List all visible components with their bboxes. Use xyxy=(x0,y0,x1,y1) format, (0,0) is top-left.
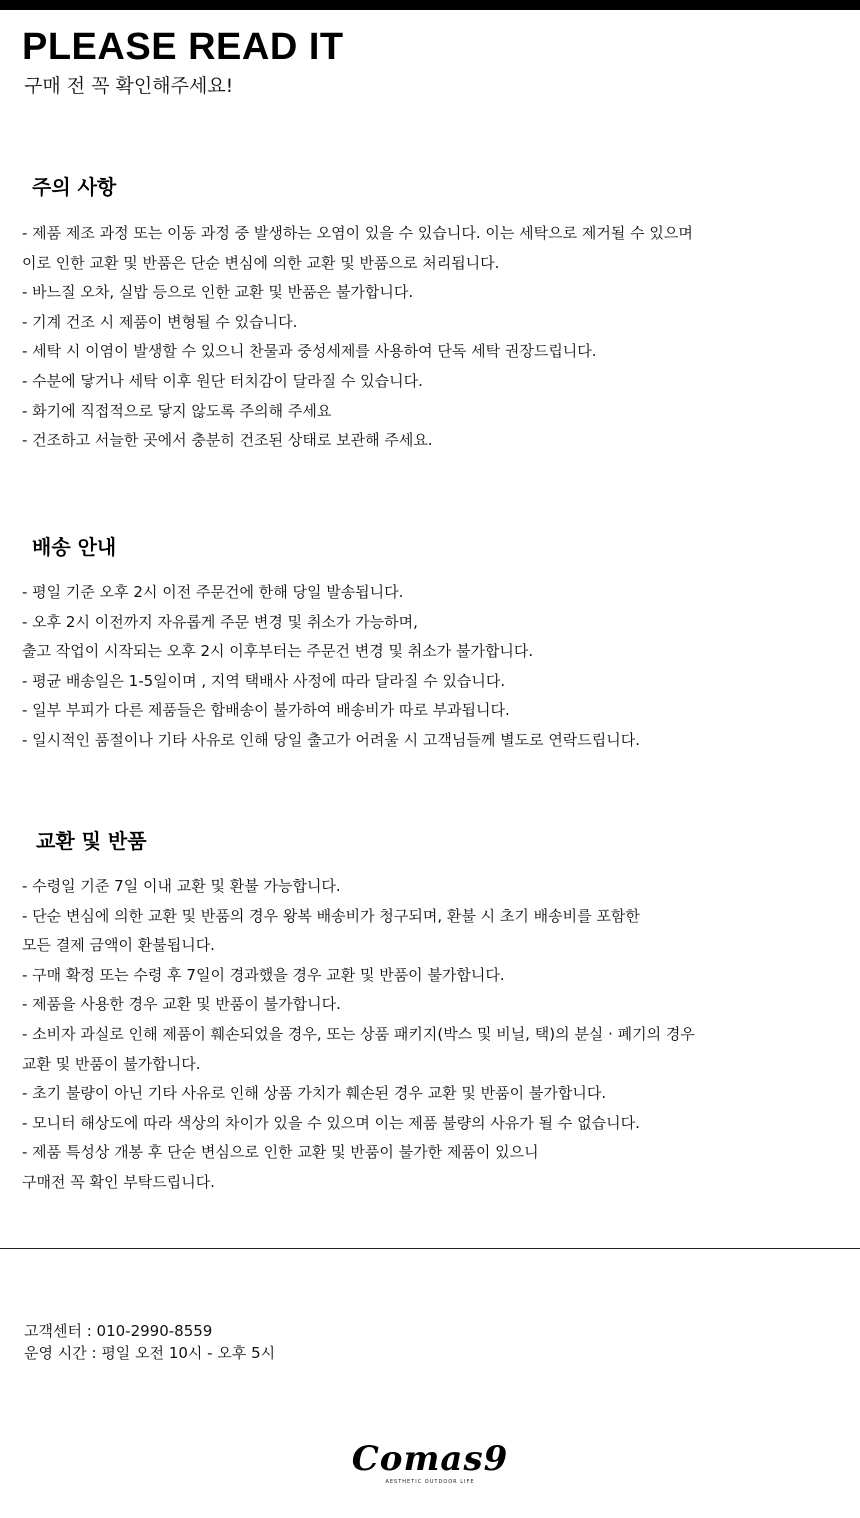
list-item: - 오후 2시 이전까지 자유롭게 주문 변경 및 취소가 가능하며, xyxy=(22,612,418,631)
list-item: 이로 인한 교환 및 반품은 단순 변심에 의한 교환 및 반품으로 처리됩니다. xyxy=(22,253,500,272)
list-item: - 화기에 직접적으로 닿지 않도록 주의해 주세요 xyxy=(22,401,332,420)
list-item: 모든 결제 금액이 환불됩니다. xyxy=(22,936,215,955)
list-item: - 제품 제조 과정 또는 이동 과정 중 발생하는 오염이 있을 수 있습니다. 이는 세탁으로 제거될 수 있으며 xyxy=(22,224,693,242)
list-item: - 일부 부피가 다른 제품들은 합배송이 불가하여 배송비가 따로 부과됩니다. xyxy=(22,701,510,720)
list-item: - 기계 건조 시 제품이 변형될 수 있습니다. xyxy=(22,312,298,331)
list-item: 출고 작업이 시작되는 오후 2시 이후부터는 주문건 변경 및 취소가 불가합니다. xyxy=(22,642,534,661)
list-item: - 제품 특성상 개봉 후 단순 변심으로 인한 교환 및 반품이 불가한 제품이 있으니 xyxy=(22,1143,539,1162)
customer-center-phone: 고객센터 : 010-2990-8559 xyxy=(24,1322,213,1340)
list-item: - 수분에 닿거나 세탁 이후 원단 터치감이 달라질 수 있습니다. xyxy=(22,371,423,390)
list-item: - 구매 확정 또는 수령 후 7일이 경과했을 경우 교환 및 반품이 불가합니다. xyxy=(22,965,505,984)
contact-info xyxy=(24,1320,275,1364)
divider xyxy=(0,1248,860,1249)
list-item: 구매전 꼭 확인 부탁드립니다. xyxy=(22,1172,215,1191)
list-item: - 단순 변심에 의한 교환 및 반품의 경우 왕복 배송비가 청구되며, 환불 시 초기 배송비를 포함한 xyxy=(22,906,640,925)
page-subtitle: 구매 전 꼭 확인해주세요! xyxy=(24,75,234,97)
list-item: - 모니터 해상도에 따라 색상의 차이가 있을 수 있으며 이는 제품 불량의 사유가 될 수 없습니다. xyxy=(22,1113,640,1132)
top-bar xyxy=(0,0,860,10)
list-item: - 초기 불량이 아닌 기타 사유로 인해 상품 가치가 훼손된 경우 교환 및 반품이 불가합니다. xyxy=(22,1084,607,1103)
list-item: - 일시적인 품절이나 기타 사유로 인해 당일 출고가 어려울 시 고객님들께 별도로 연락드립니다. xyxy=(22,730,641,749)
shipping-list xyxy=(22,578,640,756)
list-item: - 세탁 시 이염이 발생할 수 있으니 찬물과 중성세제를 사용하여 단독 세탁 권장드립니다. xyxy=(22,342,597,361)
list-item: - 건조하고 서늘한 곳에서 충분히 건조된 상태로 보관해 주세요. xyxy=(22,431,433,450)
section-heading: 교환 및 반품 xyxy=(36,829,147,853)
list-item: 교환 및 반품이 불가합니다. xyxy=(22,1054,201,1073)
section-heading: 주의 사항 xyxy=(32,175,117,199)
operating-hours: 운영 시간 : 평일 오전 10시 - 오후 5시 xyxy=(24,1344,276,1362)
list-item: - 평균 배송일은 1-5일이며 , 지역 택배사 사정에 따라 달라질 수 있습니다. xyxy=(22,671,506,690)
brand-logo xyxy=(330,1440,530,1486)
brand-name: Comas9 xyxy=(351,1439,509,1479)
brand-tagline: AESTHETIC OUTDOOR LIFE xyxy=(385,1479,475,1485)
section-heading: 배송 안내 xyxy=(32,535,117,559)
caution-list xyxy=(22,219,693,456)
list-item: - 제품을 사용한 경우 교환 및 반품이 불가합니다. xyxy=(22,995,341,1014)
list-item: - 소비자 과실로 인해 제품이 훼손되었을 경우, 또는 상품 패키지(박스 및 비닐, 택)의 분실 · 폐기의 경우 xyxy=(22,1024,695,1043)
page-title: PLEASE READ IT xyxy=(22,26,344,68)
list-item: - 수령일 기준 7일 이내 교환 및 환불 가능합니다. xyxy=(22,877,341,895)
list-item: - 바느질 오차, 실밥 등으로 인한 교환 및 반품은 불가합니다. xyxy=(22,283,414,302)
exchange-list xyxy=(22,872,695,1198)
list-item: - 평일 기준 오후 2시 이전 주문건에 한해 당일 발송됩니다. xyxy=(22,583,404,601)
